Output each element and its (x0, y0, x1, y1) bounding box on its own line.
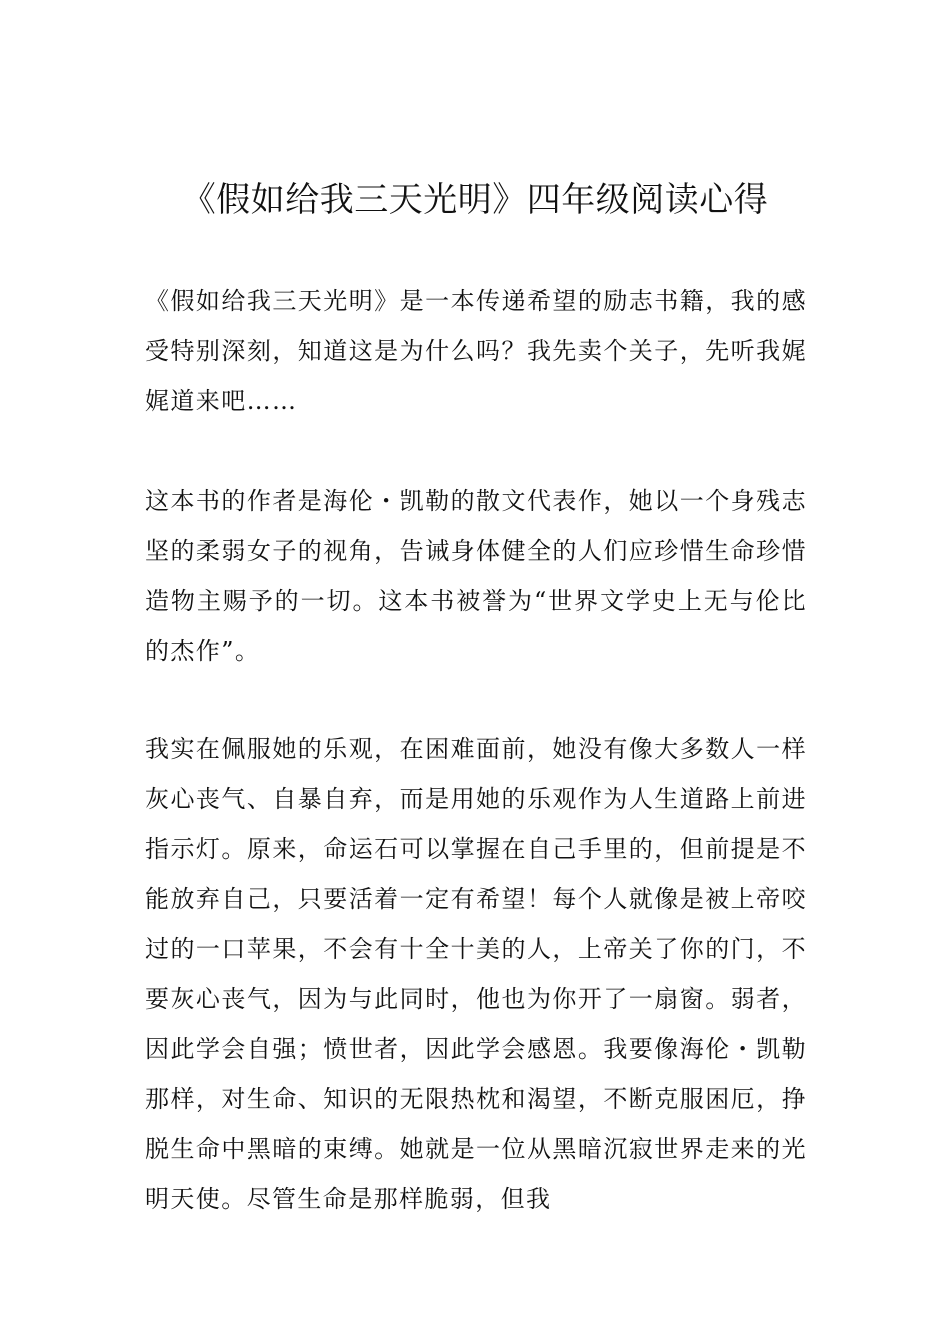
paragraph-intro: 《假如给我三天光明》是一本传递希望的励志书籍，我的感受特别深刻，知道这是为什么吗？我先卖个关子，先听我娓娓道来吧…… (145, 287, 807, 415)
document-title: 《假如给我三天光明》四年级阅读心得 (181, 180, 769, 220)
paragraph-author: 这本书的作者是海伦・凯勒的散文代表作，她以一个身残志坚的柔弱女子的视角，告诫身体健全的人们应珍惜生命珍惜造物主赐予的一切。这本书被誉为“世界文学史上无与伦比的杰作”。 (145, 487, 807, 665)
paragraph-reflection: 我实在佩服她的乐观，在困难面前，她没有像大多数人一样灰心丧气、自暴自弃，而是用她的乐观作为人生道路上前进指示灯。原来，命运石可以掌握在自己手里的，但前提是不能放弃自己，只要活着一定有希望！每个人就像是被上帝咬过的一口苹果，不会有十全十美的人，上帝关了你的门，不要灰心丧气，因为与此同时，他也为你开了一扇窗。弱者，因此学会自强；愤世者，因此学会感恩。我要像海伦・凯勒那样，对生命、知识的无限热枕和渴望，不断克服困厄，挣脱生命中黑暗的束缚。她就是一位从黑暗沉寂世界走来的光明天使。尽管生命是那样脆弱，但我 (145, 735, 807, 1213)
